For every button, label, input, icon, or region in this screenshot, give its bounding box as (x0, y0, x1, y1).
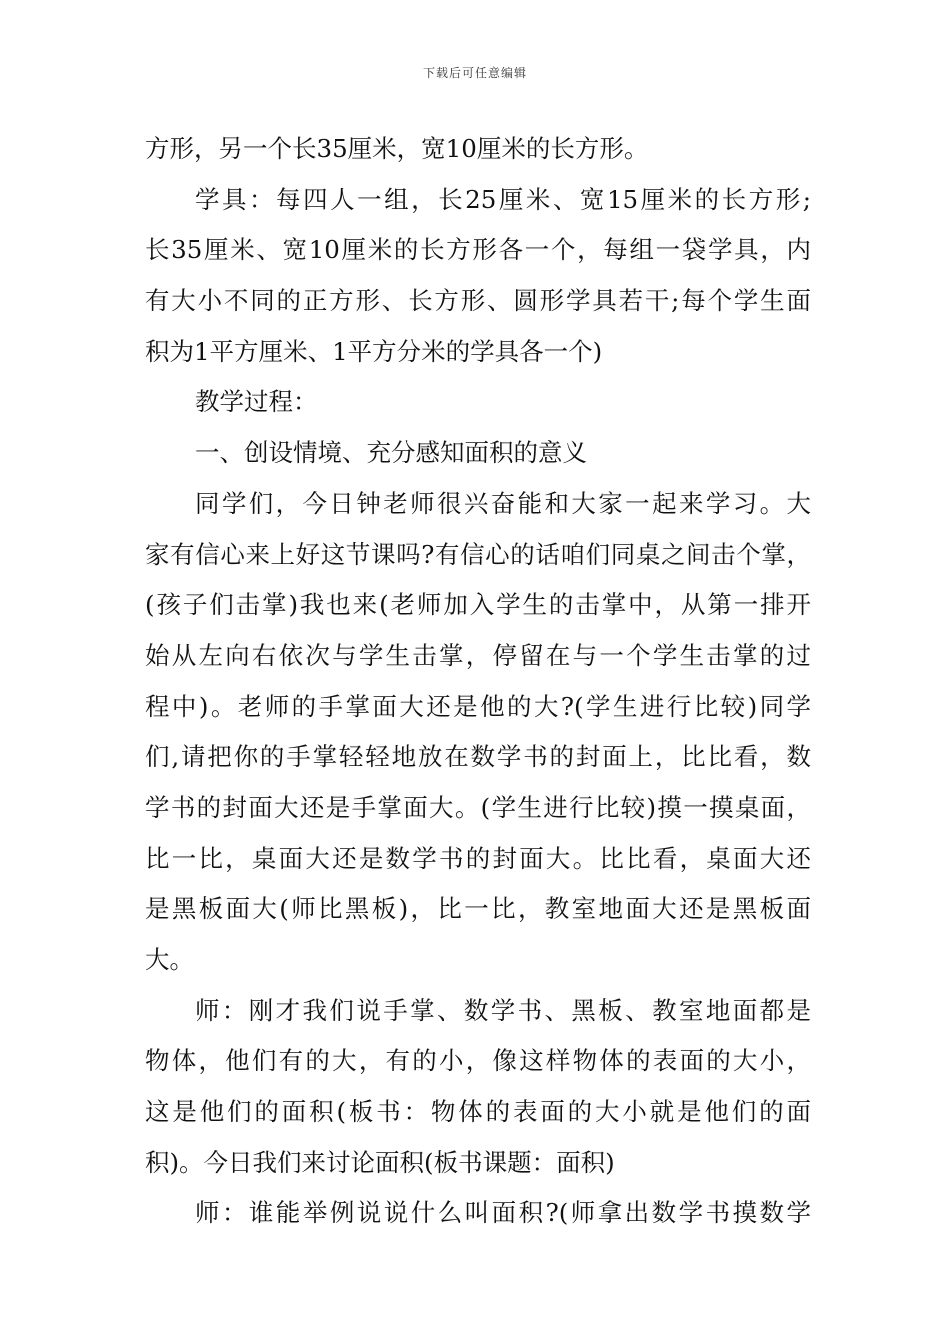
text-line: 教学过程： (195, 387, 318, 417)
text-line: 家有信心来上好这节课吗?有信心的话咱们同桌之间击个掌， (145, 539, 811, 569)
text-line: 学具：每四人一组，长25厘米、宽15厘米的长方形; (195, 184, 811, 214)
text-line: 程中)。老师的手掌面大还是他的大?(学生进行比较)同学 (145, 691, 811, 721)
text-line: 们,请把你的手掌轻轻地放在数学书的封面上，比比看，数 (145, 742, 811, 772)
text-line: 比一比，桌面大还是数学书的封面大。比比看，桌面大还 (145, 843, 811, 873)
text-line: 方形，另一个长35厘米，宽10厘米的长方形。 (145, 134, 649, 163)
text-line: 始从左向右依次与学生击掌，停留在与一个学生击掌的过 (145, 640, 811, 670)
text-line: 师：谁能举例说说什么叫面积?(师拿出数学书摸数学 (195, 1198, 811, 1228)
page-header-note: 下载后可任意编辑 (422, 66, 527, 80)
text-line: 师：刚才我们说手掌、数学书、黑板、教室地面都是 (195, 995, 811, 1025)
document-body (145, 124, 811, 1239)
text-line: 一、创设情境、充分感知面积的意义 (195, 438, 587, 468)
text-line: 有大小不同的正方形、长方形、圆形学具若干;每个学生面 (145, 286, 811, 316)
text-line: 这是他们的面积(板书：物体的表面的大小就是他们的面 (145, 1097, 811, 1127)
text-line: 学书的封面大还是手掌面大。(学生进行比较)摸一摸桌面， (145, 792, 811, 822)
text-line: 积为1平方厘米、1平方分米的学具各一个) (145, 336, 603, 366)
text-line: 积)。今日我们来讨论面积(板书课题：面积) (145, 1147, 615, 1177)
text-line: (孩子们击掌)我也来(老师加入学生的击掌中，从第一排开 (145, 590, 811, 620)
text-line: 是黑板面大(师比黑板)，比一比，教室地面大还是黑板面 (145, 894, 811, 924)
text-line: 长35厘米、宽10厘米的长方形各一个，每组一袋学具，内 (145, 235, 811, 265)
text-line: 大。 (145, 945, 194, 974)
text-line: 同学们，今日钟老师很兴奋能和大家一起来学习。大 (195, 488, 811, 518)
text-line: 物体，他们有的大，有的小，像这样物体的表面的大小， (145, 1046, 811, 1076)
